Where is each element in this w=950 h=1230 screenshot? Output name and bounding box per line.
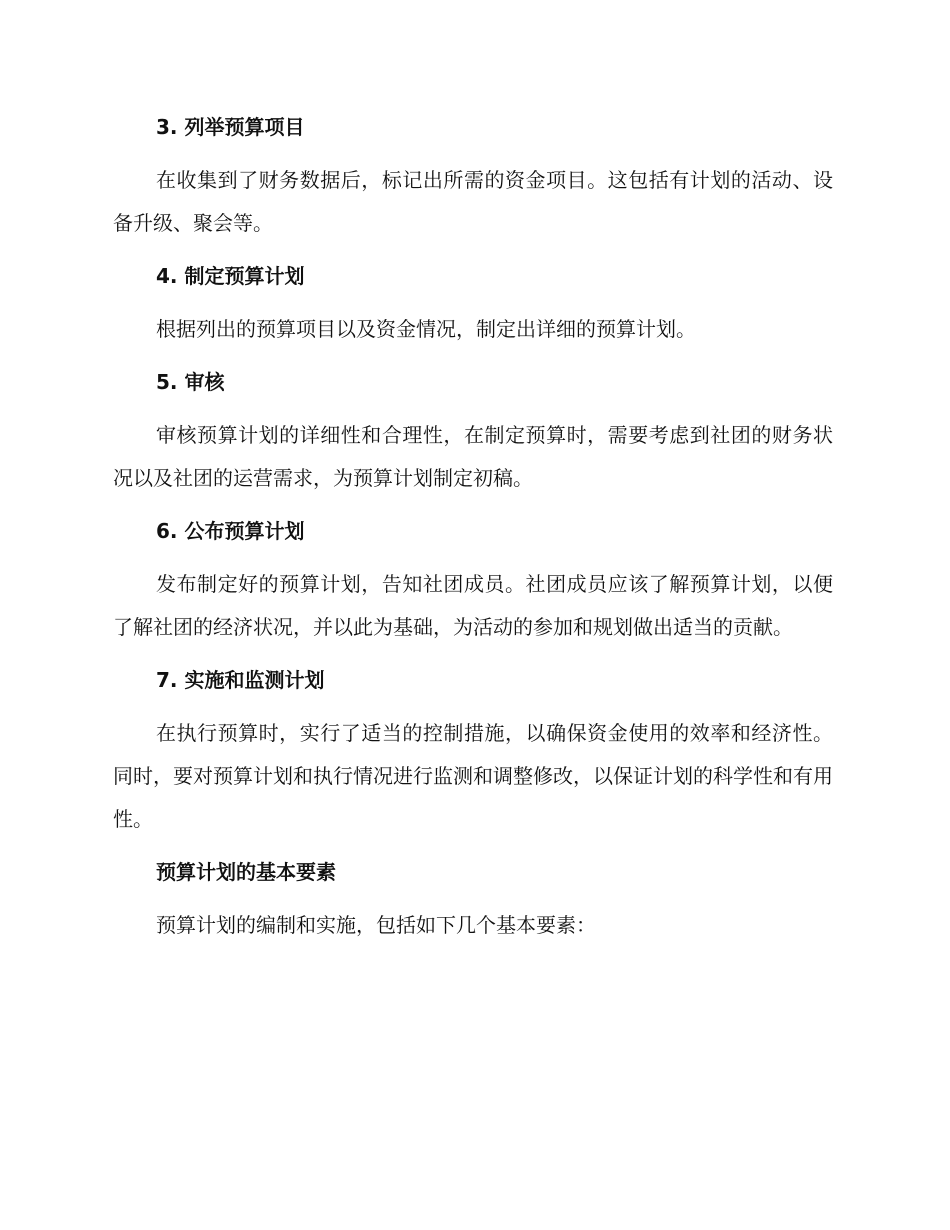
section-paragraph: 在执行预算时，实行了适当的控制措施，以确保资金使用的效率和经济性。同时，要对预算计划和执行情况进行监测和调整修改，以保证计划的科学性和有用性。 (113, 721, 833, 831)
section-heading: 5. 审核 (156, 370, 225, 394)
section-heading: 预算计划的基本要素 (156, 860, 336, 884)
section-heading: 7. 实施和监测计划 (156, 668, 325, 692)
section-paragraph: 根据列出的预算项目以及资金情况，制定出详细的预算计划。 (156, 317, 696, 341)
section-heading: 3. 列举预算项目 (156, 115, 305, 139)
section-paragraph: 在收集到了财务数据后，标记出所需的资金项目。这包括有计划的活动、设备升级、聚会等。 (113, 168, 833, 235)
section-paragraph: 审核预算计划的详细性和合理性，在制定预算时，需要考虑到社团的财务状况以及社团的运营需求，为预算计划制定初稿。 (113, 423, 833, 490)
section-heading: 4. 制定预算计划 (156, 264, 305, 288)
section-heading: 6. 公布预算计划 (156, 519, 305, 543)
section-paragraph: 预算计划的编制和实施，包括如下几个基本要素： (156, 913, 596, 937)
document-body (113, 108, 833, 947)
section-paragraph: 发布制定好的预算计划，告知社团成员。社团成员应该了解预算计划，以便了解社团的经济状况，并以此为基础，为活动的参加和规划做出适当的贡献。 (113, 572, 833, 639)
